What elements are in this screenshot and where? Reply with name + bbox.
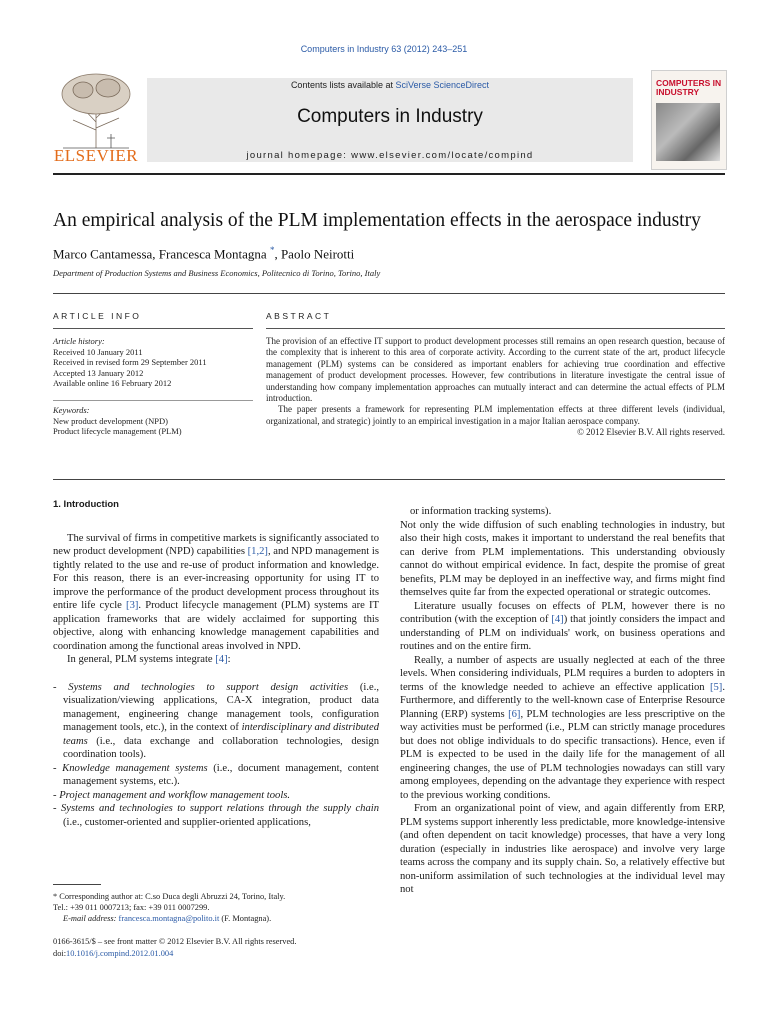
doi-link[interactable]: 10.1016/j.compind.2012.01.004: [66, 948, 174, 958]
reference-link[interactable]: [5]: [709, 681, 723, 693]
divider: [53, 479, 725, 480]
divider: [53, 328, 253, 329]
contents-available-line: Contents lists available at SciVerse ScienceDirect: [290, 80, 490, 90]
history-revised: Received in revised form 29 September 2011: [53, 357, 207, 367]
history-accepted: Accepted 13 January 2012: [53, 367, 144, 378]
list-continuation: or information tracking systems).: [410, 506, 552, 517]
masthead-divider: [53, 173, 725, 175]
list-item: - Knowledge management systems (i.e., document management, content management systems, etc.).: [53, 762, 379, 787]
journal-name: Computers in Industry: [297, 106, 483, 127]
issn-line: 0166-3615/$ – see front matter © 2012 Elsevier B.V. All rights reserved.: [53, 937, 297, 946]
body-paragraph: Not only the wide diffusion of such enabling technologies in industry, but also their high costs, makes it important to understand the real benefits that can derive from PLM implementations. This understanding obviously cannot do without empirical evidence. In fact, despite the promise of great benefits, PLM may be deployed in an ineffective way, and firms might find themselves quite far from the expected operational or strategic outcomes.: [400, 519, 725, 598]
history-online: Available online 16 February 2012: [53, 378, 172, 388]
section-heading: 1. Introduction: [53, 499, 119, 510]
list-item: - Project management and workflow management tools.: [53, 789, 291, 801]
elsevier-logo: [53, 70, 139, 166]
email-link[interactable]: francesca.montagna@polito.it: [118, 914, 220, 924]
keywords: Keywords: New product development (NPD) Product lifecycle management (PLM): [53, 405, 253, 437]
footnote-address: * Corresponding author at: C.so Duca degli Abruzzi 24, Torino, Italy.: [53, 892, 286, 901]
masthead: [53, 70, 725, 172]
footnote-rule: [53, 884, 101, 885]
journal-homepage[interactable]: journal homepage: www.elsevier.com/locate/compind: [246, 150, 534, 161]
article-history: Article history: Received 10 January 2011 Received in revised form 29 September 2011 Accepted 13 January 2012 Available online 16 February 2012: [53, 336, 253, 389]
body-paragraph: Literature usually focuses on effects of PLM, however there is no contribution (with the exception of [4]) that jointly considers the impact and understanding of PLM on individuals' work, on business operations and routines and on the entire firm.: [400, 600, 725, 652]
divider: [266, 328, 725, 329]
keyword-item: Product lifecycle management (PLM): [53, 426, 182, 436]
divider: [53, 400, 253, 401]
cover-artwork: [656, 103, 720, 161]
list-item: - Systems and technologies to support relations through the supply chain (i.e., customer-oriented and supplier-oriented applications,: [53, 803, 379, 828]
body-column-right: [400, 505, 725, 897]
reference-link[interactable]: [4]: [551, 614, 564, 625]
body-column-left: [53, 498, 379, 829]
abstract-body: [266, 336, 725, 439]
affiliation: Department of Production Systems and Business Economics, Politecnico di Torino, Torino, Italy: [53, 268, 381, 278]
abstract-heading: ABSTRACT: [266, 311, 332, 321]
abstract-paragraph: The paper presents a framework for representing PLM implementation effects at three different levels (individual, organizational, and strategic) jointly to an empirical investigation in a major Italian aerospace company.: [266, 404, 725, 426]
elsevier-wordmark: ELSEVIER: [53, 146, 139, 165]
body-paragraph: In general, PLM systems integrate [4]:: [67, 654, 231, 665]
body-paragraph: Really, a number of aspects are usually neglected at each of the three levels. When considering individuals, PLM requires a burden to adopters in terms of the knowledge needed to achieve an effective application [5]. Furthermore, and differently to the well-known case of Enterprise Resource Planning (ERP) systems [6], PLM technologies are less prescriptive on the way activities must be performed (i.e., PLM can strictly manage procedures but does not oblige individuals to do specific transactions). Hence, even if PLM is expected to be used in the daily life for the management of all engineering changes, the use of PLM technologies nowadays can still vary among employees, depending on the advantage they experience with respect to the previous working conditions.: [400, 654, 725, 801]
abstract-paragraph: The provision of an effective IT support to product development processes still remains an open research question, because of the complexity that is inherent to this area of corporate activity. According to the current state of the art, product lifecycle management (PLM) systems can be considered as important enablers for achieving true coordination and effective management of product development processes. However, few contributions in literature investigate the central issue of understanding how company implementation approaches can mutually interact and can determine the actual effects of PLM introduction.: [266, 336, 725, 404]
footnote-phone: Tel.: +39 011 0007213; fax: +39 011 0007299.: [53, 903, 210, 913]
reference-link[interactable]: [3]: [126, 600, 139, 611]
author-list: Marco Cantamessa, Francesca Montagna *, Paolo Neirotti: [53, 245, 355, 262]
reference-link[interactable]: [4]: [215, 654, 228, 665]
keyword-item: New product development (NPD): [53, 415, 168, 426]
divider: [53, 293, 725, 294]
article-info-heading: ARTICLE INFO: [53, 311, 142, 321]
journal-cover-image: [651, 70, 727, 170]
cover-title: COMPUTERS IN INDUSTRY: [656, 78, 722, 97]
list-item: - Systems and technologies to support design activities (i.e., visualization/viewing applications, CA-X integration, product data management, engineering change management tools, configuration management tools, etc.), in the context of interdisciplinary and distributed teams (i.e., data exchange and collaboration technologies, design coordination tools).: [53, 681, 379, 760]
doi-line: doi:10.1016/j.compind.2012.01.004: [53, 948, 174, 958]
reference-link[interactable]: [1,2]: [247, 546, 268, 557]
footnote-email: E-mail address: francesca.montagna@polito.it (F. Montagna).: [63, 914, 272, 924]
footnote: [53, 891, 383, 925]
journal-banner: [147, 78, 633, 162]
elsevier-tree-icon: [53, 70, 139, 150]
reference-link[interactable]: [6]: [508, 708, 521, 720]
sciencedirect-link[interactable]: SciVerse ScienceDirect: [395, 80, 490, 90]
body-paragraph: From an organizational point of view, and again differently from ERP, PLM systems support inherently less predictable, more knowledge-intensive (and often dependent on tacit knowledge) processes, that have a very long duration (especially in industries like aerospace) and involve very large teams across the company and its supply chain. So, a relatively effective but non-uniform assimilation of such technologies at the individual level may not: [400, 803, 725, 895]
journal-citation[interactable]: Computers in Industry 63 (2012) 243–251: [300, 44, 468, 54]
history-received: Received 10 January 2011: [53, 346, 143, 357]
body-paragraph: The survival of firms in competitive markets is significantly associated to new product development (NPD) capabilities [1,2], and NPD management is tightly related to the use and re-use of product information and knowledge. For this reason, there is an ever-increasing opportunity for using IT to improve the performance of the product development process throughout its entire life cycle [3]. Product lifecycle management (PLM) systems are IT application frameworks that are widely acclaimed for supporting this objective, along with enhancing knowledge management capabilities and coordination among the functional areas involved in NPD.: [53, 532, 379, 652]
corresponding-author-mark[interactable]: *: [269, 245, 275, 255]
article-title: An empirical analysis of the PLM implementation effects in the aerospace industry: [53, 210, 701, 231]
front-matter: [53, 936, 383, 959]
copyright-notice: © 2012 Elsevier B.V. All rights reserved.: [577, 427, 725, 438]
